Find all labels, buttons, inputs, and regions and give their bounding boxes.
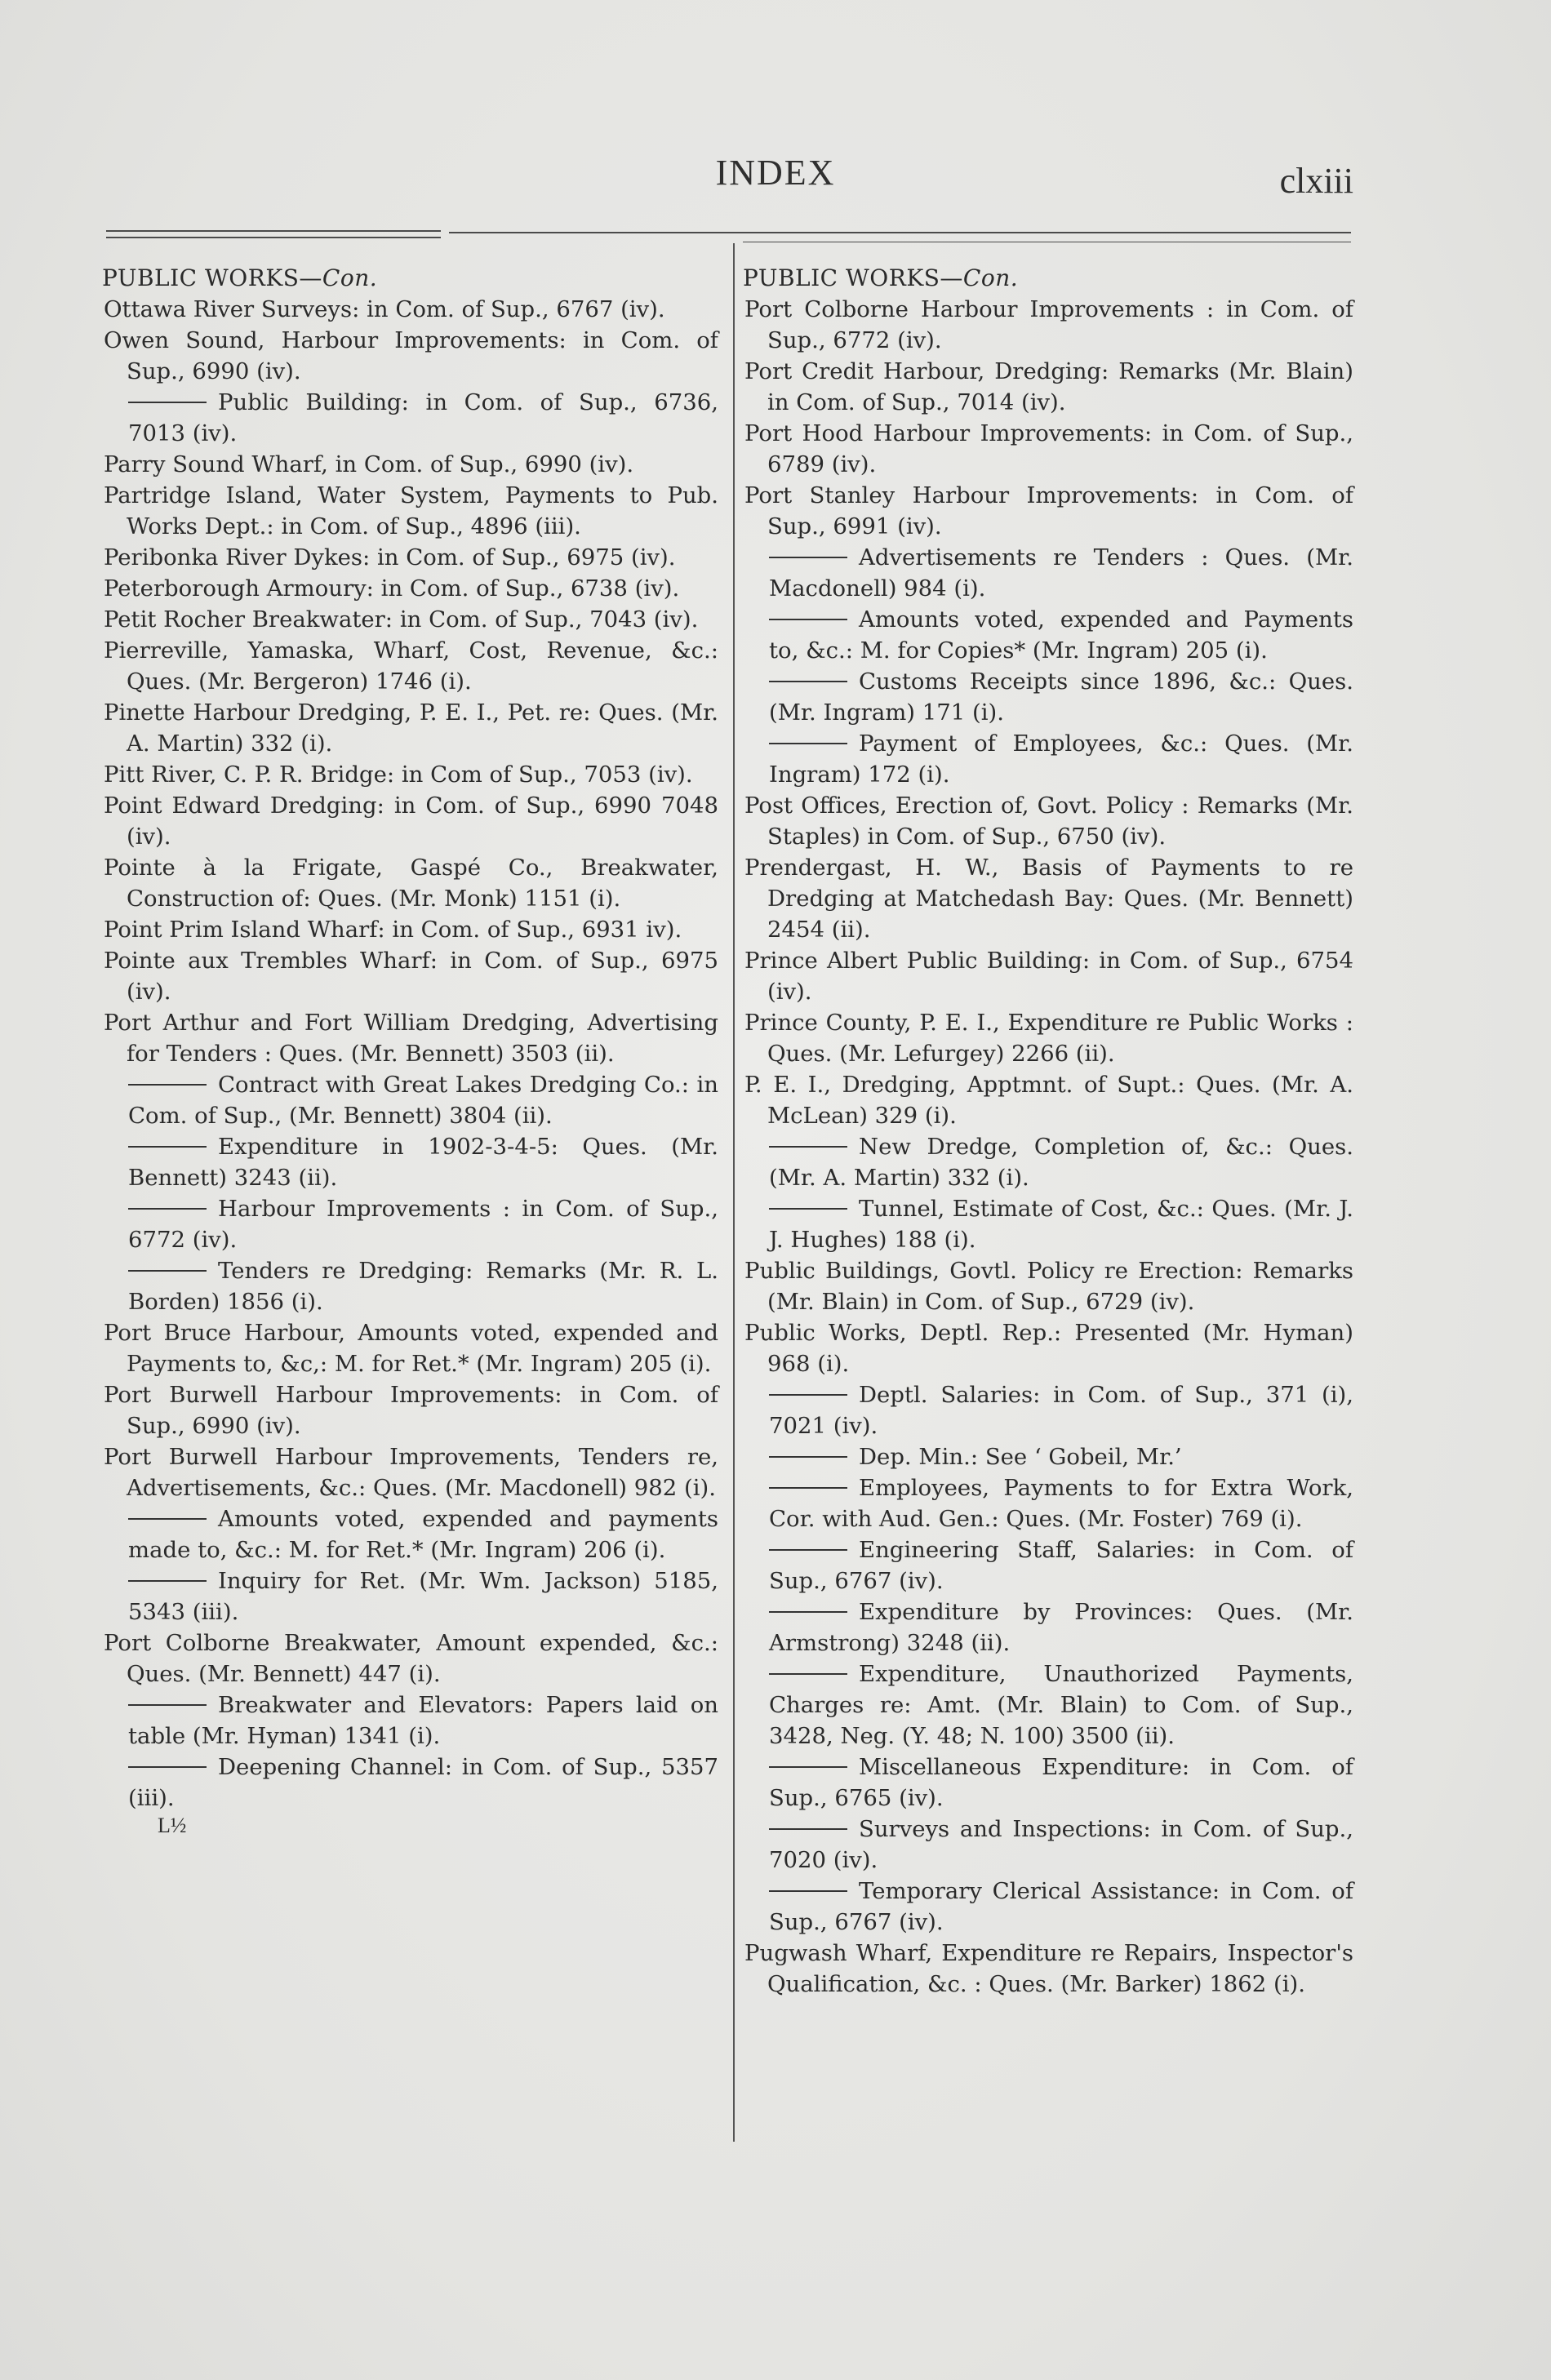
heading-text: PUBLIC WORKS— bbox=[102, 264, 322, 291]
index-subentry bbox=[102, 1193, 718, 1255]
index-entries-right bbox=[743, 294, 1353, 2000]
entry-text: Parry Sound Wharf, in Com. of Sup., 6990 (iv). bbox=[104, 451, 634, 477]
entry-text: Peribonka River Dykes: in Com. of Sup., 6975 (iv). bbox=[104, 544, 676, 571]
entry-text: Port Colborne Harbour Improvements : in Com. of Sup., 6772 (iv). bbox=[744, 296, 1353, 353]
ditto-dash bbox=[128, 1208, 207, 1210]
entry-text: Prince County, P. E. I., Expenditure re Public Works : Ques. (Mr. Lefurgey) 2266 (ii). bbox=[744, 1010, 1353, 1067]
index-entry bbox=[743, 1069, 1353, 1131]
ditto-dash bbox=[769, 1549, 847, 1551]
entry-text: New Dredge, Completion of, &c.: Ques. (Mr. A. Martin) 332 (i). bbox=[769, 1134, 1353, 1191]
page-title: INDEX bbox=[715, 153, 836, 193]
ditto-dash bbox=[769, 1487, 847, 1489]
index-subentry bbox=[743, 1534, 1353, 1596]
ditto-dash bbox=[128, 1704, 207, 1706]
entry-text: Harbour Improvements : in Com. of Sup., 6772 (iv). bbox=[128, 1196, 718, 1253]
ditto-dash bbox=[769, 743, 847, 744]
index-entry bbox=[743, 356, 1353, 418]
index-entry bbox=[102, 1379, 718, 1441]
index-subentry bbox=[102, 1069, 718, 1131]
index-entry bbox=[743, 945, 1353, 1007]
entry-text: Pierreville, Yamaska, Wharf, Cost, Revenue, &c.: Ques. (Mr. Bergeron) 1746 (i). bbox=[104, 637, 718, 695]
entry-text: Port Burwell Harbour Improvements, Tenders re, Advertisements, &c.: Ques. (Mr. Macdonell) 982 (i). bbox=[104, 1444, 718, 1501]
entry-text: Pugwash Wharf, Expenditure re Repairs, Inspector's Qualification, &c. : Ques. (Mr. Barker) 1862 (i). bbox=[744, 1940, 1353, 1997]
index-entry bbox=[743, 790, 1353, 852]
entry-text: Port Credit Harbour, Dredging: Remarks (Mr. Blain) in Com. of Sup., 7014 (iv). bbox=[744, 358, 1353, 415]
index-subentry bbox=[743, 1658, 1353, 1752]
entry-text: Expenditure, Unauthorized Payments, Charges re: Amt. (Mr. Blain) to Com. of Sup., 3428, Neg. (Y. 48; N. 100) 3500 (ii). bbox=[769, 1661, 1353, 1749]
entry-text: Deptl. Salaries: in Com. of Sup., 371 (i), 7021 (iv). bbox=[769, 1382, 1353, 1439]
index-entry bbox=[102, 852, 718, 914]
index-entry bbox=[743, 1938, 1353, 2000]
index-entry bbox=[743, 480, 1353, 542]
index-subentry bbox=[743, 728, 1353, 790]
entry-text: Advertisements re Tenders : Ques. (Mr. Macdonell) 984 (i). bbox=[769, 544, 1353, 602]
index-entry bbox=[102, 480, 718, 542]
column-divider bbox=[733, 243, 735, 2142]
index-subentry bbox=[743, 1596, 1353, 1658]
index-entry bbox=[102, 1627, 718, 1690]
index-entry bbox=[102, 914, 718, 945]
index-subentry bbox=[102, 1255, 718, 1317]
entry-text: Port Colborne Breakwater, Amount expended, &c.: Ques. (Mr. Bennett) 447 (i). bbox=[104, 1630, 718, 1687]
entry-text: Prendergast, H. W., Basis of Payments to re Dredging at Matchedash Bay: Ques. (Mr. Bennett) 2454 (ii). bbox=[744, 855, 1353, 943]
ditto-dash bbox=[128, 1270, 207, 1272]
entry-text: Port Burwell Harbour Improvements: in Com. of Sup., 6990 (iv). bbox=[104, 1382, 718, 1439]
page-number: clxiii bbox=[1279, 161, 1353, 201]
ditto-dash bbox=[769, 1766, 847, 1768]
ditto-dash bbox=[128, 1580, 207, 1582]
entry-text: Public Works, Deptl. Rep.: Presented (Mr. Hyman) 968 (i). bbox=[744, 1320, 1353, 1377]
ditto-dash bbox=[769, 557, 847, 558]
entry-text: Petit Rocher Breakwater: in Com. of Sup., 7043 (iv). bbox=[104, 606, 699, 633]
entry-text: Surveys and Inspections: in Com. of Sup., 7020 (iv). bbox=[769, 1816, 1353, 1873]
index-entry bbox=[102, 604, 718, 635]
index-subentry bbox=[743, 604, 1353, 666]
header-rule-full bbox=[449, 232, 1351, 233]
index-entry bbox=[102, 1441, 718, 1503]
section-heading bbox=[743, 263, 1353, 294]
entry-text: P. E. I., Dredging, Apptmnt. of Supt.: Ques. (Mr. A. McLean) 329 (i). bbox=[744, 1072, 1353, 1129]
index-subentry bbox=[743, 1131, 1353, 1193]
entry-text: Post Offices, Erection of, Govt. Policy : Remarks (Mr. Staples) in Com. of Sup., 6750 (iv). bbox=[744, 793, 1353, 850]
entry-text: Contract with Great Lakes Dredging Co.: in Com. of Sup., (Mr. Bennett) 3804 (ii). bbox=[128, 1072, 718, 1129]
entry-text: Port Hood Harbour Improvements: in Com. of Sup., 6789 (iv). bbox=[744, 420, 1353, 477]
index-subentry bbox=[102, 1752, 718, 1814]
entry-text: Dep. Min.: See ‘ Gobeil, Mr.’ bbox=[859, 1444, 1182, 1470]
entry-text: Ottawa River Surveys: in Com. of Sup., 6767 (iv). bbox=[104, 296, 665, 322]
header-rule-left-double bbox=[106, 237, 441, 238]
entry-text: Deepening Channel: in Com. of Sup., 5357 (iii). bbox=[128, 1754, 718, 1811]
heading-text: PUBLIC WORKS— bbox=[743, 264, 963, 291]
entry-text: Prince Albert Public Building: in Com. of Sup., 6754 (iv). bbox=[744, 948, 1353, 1005]
ditto-dash bbox=[128, 1146, 207, 1148]
entry-text: Breakwater and Elevators: Papers laid on table (Mr. Hyman) 1341 (i). bbox=[128, 1692, 718, 1749]
entry-text: Point Prim Island Wharf: in Com. of Sup., 6931 iv). bbox=[104, 917, 682, 943]
index-subentry bbox=[102, 1131, 718, 1193]
ditto-dash bbox=[128, 1518, 207, 1520]
entry-text: Port Stanley Harbour Improvements: in Com. of Sup., 6991 (iv). bbox=[744, 482, 1353, 539]
entry-text: Pitt River, C. P. R. Bridge: in Com of Sup., 7053 (iv). bbox=[104, 762, 693, 788]
index-subentry bbox=[102, 1690, 718, 1752]
index-entry bbox=[102, 573, 718, 604]
ditto-dash bbox=[769, 1456, 847, 1458]
entry-text: Port Bruce Harbour, Amounts voted, expended and Payments to, &c,: M. for Ret.* (Mr. Ingram) 205 (i). bbox=[104, 1320, 718, 1377]
ditto-dash bbox=[769, 1208, 847, 1210]
entry-text: Partridge Island, Water System, Payments to Pub. Works Dept.: in Com. of Sup., 4896 (iii). bbox=[104, 482, 718, 539]
entry-text: Pointe aux Trembles Wharf: in Com. of Sup., 6975 (iv). bbox=[104, 948, 718, 1005]
index-subentry bbox=[102, 1503, 718, 1565]
index-entry bbox=[102, 1317, 718, 1379]
entry-text: Miscellaneous Expenditure: in Com. of Sup., 6765 (iv). bbox=[769, 1754, 1353, 1811]
index-subentry bbox=[743, 1752, 1353, 1814]
index-subentry bbox=[743, 1472, 1353, 1534]
index-entry bbox=[102, 449, 718, 480]
index-entry bbox=[743, 852, 1353, 945]
index-entry bbox=[743, 1255, 1353, 1317]
section-heading bbox=[102, 263, 718, 294]
index-entry bbox=[102, 1007, 718, 1069]
index-subentry bbox=[743, 1193, 1353, 1255]
index-subentry bbox=[743, 1814, 1353, 1876]
ditto-dash bbox=[128, 1084, 207, 1086]
index-subentry bbox=[102, 1565, 718, 1627]
ditto-dash bbox=[128, 402, 207, 403]
index-entry bbox=[102, 697, 718, 759]
index-subentry bbox=[743, 1876, 1353, 1938]
entry-text: Engineering Staff, Salaries: in Com. of Sup., 6767 (iv). bbox=[769, 1537, 1353, 1594]
ditto-dash bbox=[769, 1890, 847, 1892]
entry-text: Employees, Payments to for Extra Work, Cor. with Aud. Gen.: Ques. (Mr. Foster) 769 (i). bbox=[769, 1475, 1353, 1532]
entry-text: Owen Sound, Harbour Improvements: in Com. of Sup., 6990 (iv). bbox=[104, 327, 718, 384]
index-entry bbox=[102, 635, 718, 697]
entry-text: Public Buildings, Govtl. Policy re Erection: Remarks (Mr. Blain) in Com. of Sup., 6729 (iv). bbox=[744, 1258, 1353, 1315]
entry-text: Temporary Clerical Assistance: in Com. of Sup., 6767 (iv). bbox=[769, 1878, 1353, 1935]
index-entry bbox=[743, 1007, 1353, 1069]
ditto-dash bbox=[128, 1766, 207, 1768]
ditto-dash bbox=[769, 1828, 847, 1830]
signature-mark: L½ bbox=[158, 1814, 187, 1837]
index-entry bbox=[102, 325, 718, 387]
ditto-dash bbox=[769, 1394, 847, 1396]
right-column bbox=[743, 263, 1353, 2000]
entry-text: Tunnel, Estimate of Cost, &c.: Ques. (Mr. J. J. Hughes) 188 (i). bbox=[769, 1196, 1353, 1253]
entry-text: Amounts voted, expended and payments made to, &c.: M. for Ret.* (Mr. Ingram) 206 (i). bbox=[128, 1506, 718, 1563]
heading-con: Con. bbox=[322, 264, 378, 291]
entry-text: Pinette Harbour Dredging, P. E. I., Pet. re: Ques. (Mr. A. Martin) 332 (i). bbox=[104, 699, 718, 757]
index-entry bbox=[102, 294, 718, 325]
entry-text: Inquiry for Ret. (Mr. Wm. Jackson) 5185, 5343 (iii). bbox=[128, 1568, 718, 1625]
entry-text: Tenders re Dredging: Remarks (Mr. R. L. Borden) 1856 (i). bbox=[128, 1258, 718, 1315]
entry-text: Payment of Employees, &c.: Ques. (Mr. Ingram) 172 (i). bbox=[769, 730, 1353, 788]
entry-text: Point Edward Dredging: in Com. of Sup., 6990 7048 (iv). bbox=[104, 793, 718, 850]
entry-text: Port Arthur and Fort William Dredging, Advertising for Tenders : Ques. (Mr. Bennett) 3503 (ii). bbox=[104, 1010, 718, 1067]
index-subentry bbox=[743, 1379, 1353, 1441]
index-entry bbox=[102, 759, 718, 790]
index-subentry bbox=[743, 542, 1353, 604]
ditto-dash bbox=[769, 1611, 847, 1613]
index-entry bbox=[102, 945, 718, 1007]
ditto-dash bbox=[769, 1673, 847, 1675]
entry-text: Expenditure in 1902-3-4-5: Ques. (Mr. Bennett) 3243 (ii). bbox=[128, 1134, 718, 1191]
index-subentry bbox=[743, 666, 1353, 728]
index-entry bbox=[743, 294, 1353, 356]
left-column bbox=[102, 263, 718, 1838]
entry-text: Pointe à la Frigate, Gaspé Co., Breakwater, Construction of: Ques. (Mr. Monk) 1151 (i). bbox=[104, 855, 718, 912]
entry-text: Public Building: in Com. of Sup., 6736, 7013 (iv). bbox=[128, 389, 718, 446]
index-subentry bbox=[743, 1441, 1353, 1472]
index-entries-left bbox=[102, 294, 718, 1814]
index-entry bbox=[743, 418, 1353, 480]
entry-text: Customs Receipts since 1896, &c.: Ques. (Mr. Ingram) 171 (i). bbox=[769, 668, 1353, 726]
header-rule-left-double bbox=[106, 230, 441, 232]
index-entry bbox=[102, 542, 718, 573]
ditto-dash bbox=[769, 1146, 847, 1148]
index-entry bbox=[102, 790, 718, 852]
index-subentry bbox=[102, 387, 718, 449]
heading-con: Con. bbox=[962, 264, 1019, 291]
index-entry bbox=[743, 1317, 1353, 1379]
ditto-dash bbox=[769, 681, 847, 682]
entry-text: Peterborough Armoury: in Com. of Sup., 6738 (iv). bbox=[104, 575, 680, 602]
entry-text: Amounts voted, expended and Payments to, &c.: M. for Copies* (Mr. Ingram) 205 (i). bbox=[769, 606, 1353, 664]
entry-text: Expenditure by Provinces: Ques. (Mr. Armstrong) 3248 (ii). bbox=[769, 1599, 1353, 1656]
ditto-dash bbox=[769, 619, 847, 620]
